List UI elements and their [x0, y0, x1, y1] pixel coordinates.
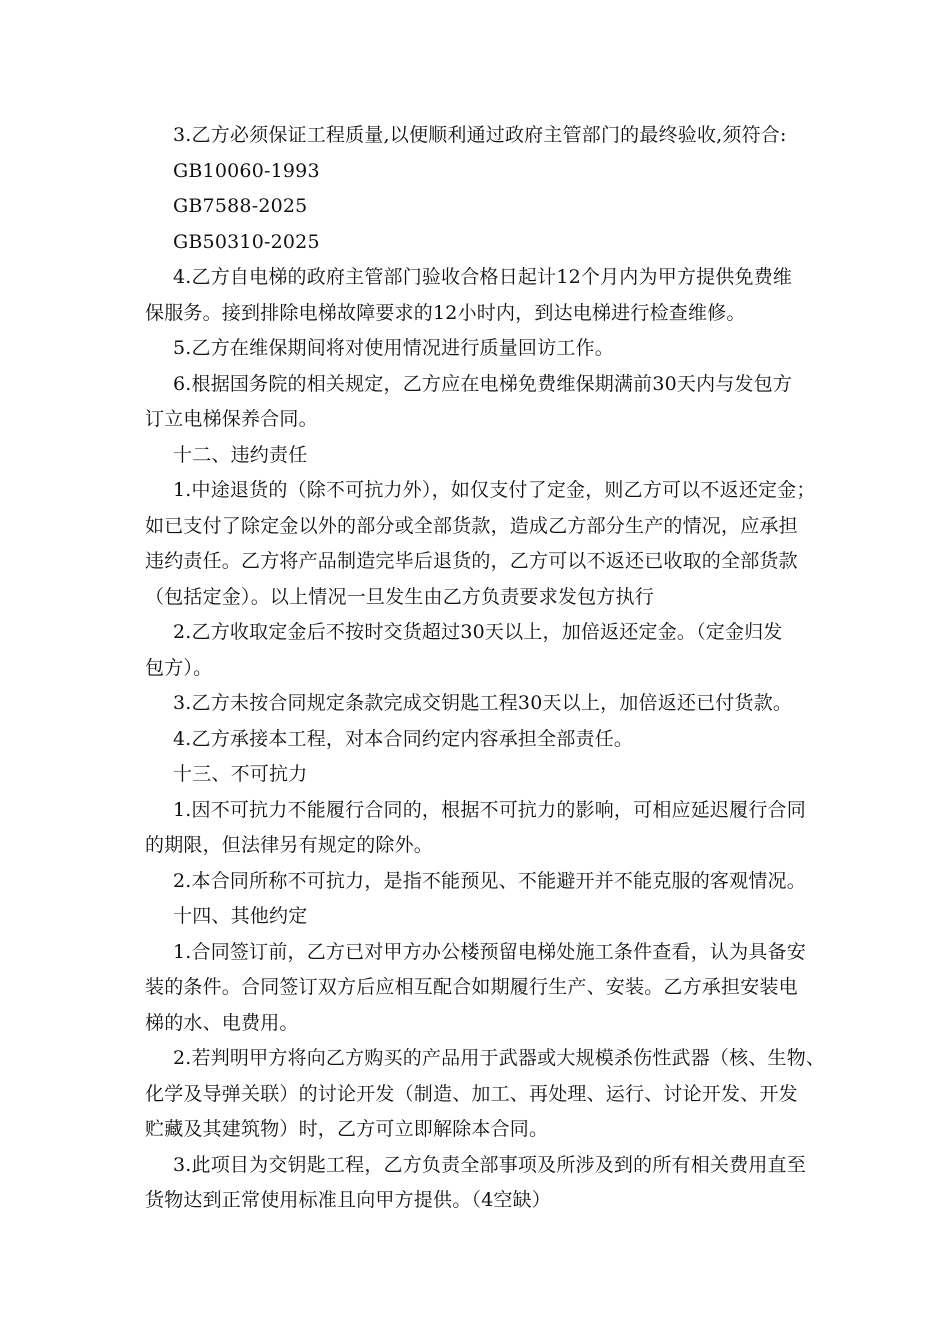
text-line: 1.合同签订前，乙方已对甲方办公楼预留电梯处施工条件查看，认为具备安	[173, 940, 806, 963]
text-line: 2.本合同所称不可抗力，是指不能预见、不能避开并不能克服的客观情况。	[173, 869, 806, 892]
text-line: 1.因不可抗力不能履行合同的，根据不可抗力的影响，可相应延迟履行合同	[173, 798, 806, 821]
text-line: 3.乙方必须保证工程质量,以便顺利通过政府主管部门的最终验收,须符合:	[173, 124, 787, 146]
text-line: 4.乙方承接本工程，对本合同约定内容承担全部责任。	[173, 727, 634, 750]
text-line: 6.根据国务院的相关规定，乙方应在电梯免费维保期满前30天内与发包方	[173, 372, 793, 395]
text-line: 货物达到正常使用标准且向甲方提供。（4空缺）	[145, 1189, 551, 1211]
document-body	[145, 118, 845, 1219]
text-line: 2.若判明甲方将向乙方购买的产品用于武器或大规模杀伤性武器（核、生物、	[173, 1047, 826, 1069]
text-line: 如已支付了除定金以外的部分或全部货款，造成乙方部分生产的情况，应承担	[145, 514, 798, 537]
text-line: 违约责任。乙方将产品制造完毕后退货的，乙方可以不返还已收取的全部货款	[145, 550, 798, 572]
text-line: 装的条件。合同签订双方后应相互配合如期履行生产、安装。乙方承担安装电	[145, 976, 798, 998]
text-line: 化学及导弹关联）的讨论开发（制造、加工、再处理、运行、讨论开发、开发	[145, 1082, 798, 1105]
text-line: GB10060-1993	[173, 159, 320, 182]
text-line: 订立电梯保养合同。	[145, 408, 318, 430]
text-line: 4.乙方自电梯的政府主管部门验收合格日起计12个月内为甲方提供免费维	[173, 266, 793, 288]
text-line: 梯的水、电费用。	[145, 1011, 299, 1034]
text-line: 2.乙方收取定金后不按时交货超过30天以上，加倍返还定金。（定金归发	[173, 621, 783, 643]
text-line: 贮藏及其建筑物）时，乙方可立即解除本合同。	[145, 1118, 549, 1140]
text-line: 1.中途退货的（除不可抗力外），如仅支付了定金，则乙方可以不返还定金；	[173, 479, 816, 501]
section-heading: 十四、其他约定	[173, 905, 308, 927]
text-line: GB7588-2025	[173, 195, 308, 217]
text-line: 包方）。	[145, 656, 213, 679]
section-heading: 十三、不可抗力	[173, 763, 308, 785]
text-line: GB50310-2025	[173, 230, 320, 253]
text-line: 3.乙方未按合同规定条款完成交钥匙工程30天以上，加倍返还已付货款。	[173, 692, 793, 714]
section-heading: 十二、违约责任	[173, 443, 308, 466]
text-line: 的期限，但法律另有规定的除外。	[145, 834, 434, 856]
text-line: 3.此项目为交钥匙工程，乙方负责全部事项及所涉及到的所有相关费用直至	[173, 1153, 806, 1176]
text-line: 保服务。接到排除电梯故障要求的12小时内，到达电梯进行检查维修。	[145, 301, 746, 324]
text-line: （包括定金）。以上情况一旦发生由乙方负责要求发包方执行	[145, 585, 654, 608]
text-line: 5.乙方在维保期间将对使用情况进行质量回访工作。	[173, 337, 614, 359]
